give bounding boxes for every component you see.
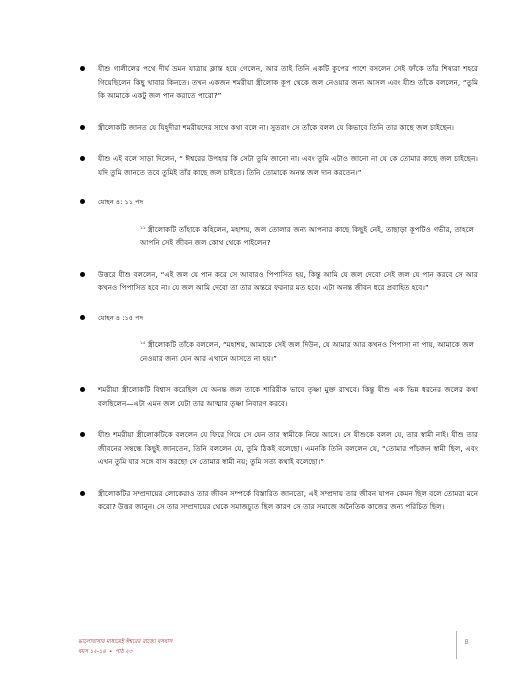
- bullet-icon: [80, 199, 85, 204]
- lesson-content: [78, 62, 478, 514]
- scripture-quote-2: [140, 337, 474, 365]
- bullet-icon: [80, 432, 85, 437]
- paragraph-text: যীশু এই বলে সাড়া দিলেন, “ ঈশ্বরের উপহার কি সেটা তুমি জানো না। এবং তুমি এটাও জানো না যে কে তোমার কাছে জল চাইছেন। যদি তুমি জানতে তবে তুমিই তাঁর কাছে জল চাইতে। তিনি তোমাকে অনন্ত জল দান করতেন।”: [98, 154, 478, 177]
- reference-text: যোহন ৪: ১১ পদ: [98, 198, 144, 206]
- footer-lesson-info: [78, 647, 172, 657]
- bullet-paragraph-1: [78, 62, 478, 103]
- reference-text: যোহন ৪ :১৫ পদ: [98, 313, 144, 322]
- page-footer: [78, 637, 172, 657]
- paragraph-text: যীশু গালীলের পথে দীর্ঘ ভ্রমন যাত্রায় ক্লান্ত হয়ে গেলেন, আর তাই তিনি একটি কুপের পাশে বসলেন সেই ফাঁকে তাঁর শিষ্যরা শহরে গিয়েছিলেন কিছু খাবার কিনতে। তখন একজন শমরীয়া স্ত্রীলোক কূপ থেকে জল নেওয়ার জন্য আসল এবং যীশু তাঁকে বললেন, “তুমি কি আমাকে একটু জল পান করাতে পারো?”: [98, 64, 478, 100]
- footer-age-range: বয়স ১২-১৪: [78, 649, 106, 655]
- bullet-icon: [80, 272, 85, 277]
- footer-divider: [456, 631, 457, 659]
- bullet-icon: [80, 315, 85, 320]
- footer-lesson-number: পাঠ ২৩: [115, 649, 133, 655]
- bullet-paragraph-7: [78, 487, 478, 514]
- scripture-reference-1: [78, 195, 478, 210]
- verse-number: ১১: [140, 225, 146, 231]
- bullet-icon: [80, 156, 85, 161]
- quote-text: স্ত্রীলোকটি তাঁহাকে কহিলেন, মহাশয়, জল তোলার জন্য আপনার কাছে কিছুই নেই, তাছাড়া কূপটিও গভীর, তাহলে আপনি সেই জীবন জল কোথ থেকে পাইলেন?: [140, 224, 474, 247]
- paragraph-text: স্ত্রীলোকটি জানত যে যিহূদীরা শমরীয়দের সাথে কথা বলে না। সুতরাং সে তাঁকে বলল যে কিভাবে তিনি তার কাছে জল চাইছেন।: [98, 122, 454, 132]
- paragraph-text: যীশু শমরীয়া স্ত্রীলোকটিকে বললেন যে ফিরে গিয়ে সে যেন তার স্বামীকে নিয়ে আসে। সে যীশুকে বলল যে, তার স্বামী নাই। যীশু তার জীবনের সম্বন্ধে কিছুই জানতেন, তিনি বললেন যে, তুমি ঠিকই বলেছো। এমনকি তিনি বললেন যে, “তোমার পাঁচজন স্বামী ছিল, এবং এখন তুমি যার সঙ্গে বাস করছো সে তোমার স্বামী নয়; তুমি সত্য কথাই বলেছো।”: [98, 430, 478, 466]
- bullet-icon: [80, 125, 85, 130]
- footer-series-title: ভালোবাসার মাধ্যমেই ঈশ্বরের রাজ্যে বসবাস: [78, 639, 173, 645]
- bullet-icon: [80, 491, 85, 496]
- bullet-paragraph-5: [78, 383, 478, 410]
- paragraph-text: উত্তরে যীশু বললেন, “এই জল যে পান করে সে আবারও পিপাসিত হয়, কিন্তু আমি যে জল দেবো সেই জল যে পান করবে সে আর কখনও পিপাসিত হবে না। যে জল আমি দেবো তা তার অন্তরে ফরনার মত হবে। এটা অনন্ত জীবন ধরে প্রবাহিত হবে।”: [98, 269, 478, 292]
- quote-text: স্ত্রীলোকটি তাঁকে বললেন, “মহাশয়, আমাকে সেই জল দিউন, যে আমার আর কখনও পিপাসা না পায়, আমাকে জল নেওয়ার জন্য যেন আর এখানে আসতে না হয়।”: [140, 340, 474, 363]
- bullet-paragraph-3: [78, 152, 478, 179]
- scripture-reference-2: [78, 311, 478, 326]
- paragraph-text: স্ত্রীলোকটির সম্প্রদায়ের লোকেরাও তার জীবন সম্পর্কে বিস্তারিত জানতো, এই সম্প্রদায় তার জীবন যাপন কেমন ছিল বলে তোমরা মনে করো? উত্তর জানুন। সে তার সম্প্রদায়ের থেকে সমাজচ্যুত ছিল কারণ সে তার সমাজে অনৈতিক কাজের জন্য পরিচিত ছিল।: [98, 488, 478, 511]
- bullet-paragraph-6: [78, 428, 478, 469]
- bullet-icon: [80, 387, 85, 392]
- footer-separator: •: [108, 649, 113, 655]
- bullet-paragraph-4: [78, 268, 478, 295]
- bullet-icon: [80, 66, 85, 71]
- verse-number: ১৫: [140, 341, 146, 346]
- bullet-paragraph-2: [78, 121, 478, 135]
- scripture-quote-1: [140, 222, 474, 250]
- paragraph-text: শমরীয়া স্ত্রীলোকটি বিশ্বাস করেছিল যে অনন্ত জল তাকে শারিরীক ভাবে তৃষ্ণা মুক্ত রাখবে। কিন্তু যীশু এক ভিন্ন ধরনের জলের কথা বলছিলেন—এটা এমন জল যেটা তার আত্মার তৃষ্ণা নিবারণ করবে।: [98, 385, 478, 408]
- page-number: ৪: [464, 637, 470, 646]
